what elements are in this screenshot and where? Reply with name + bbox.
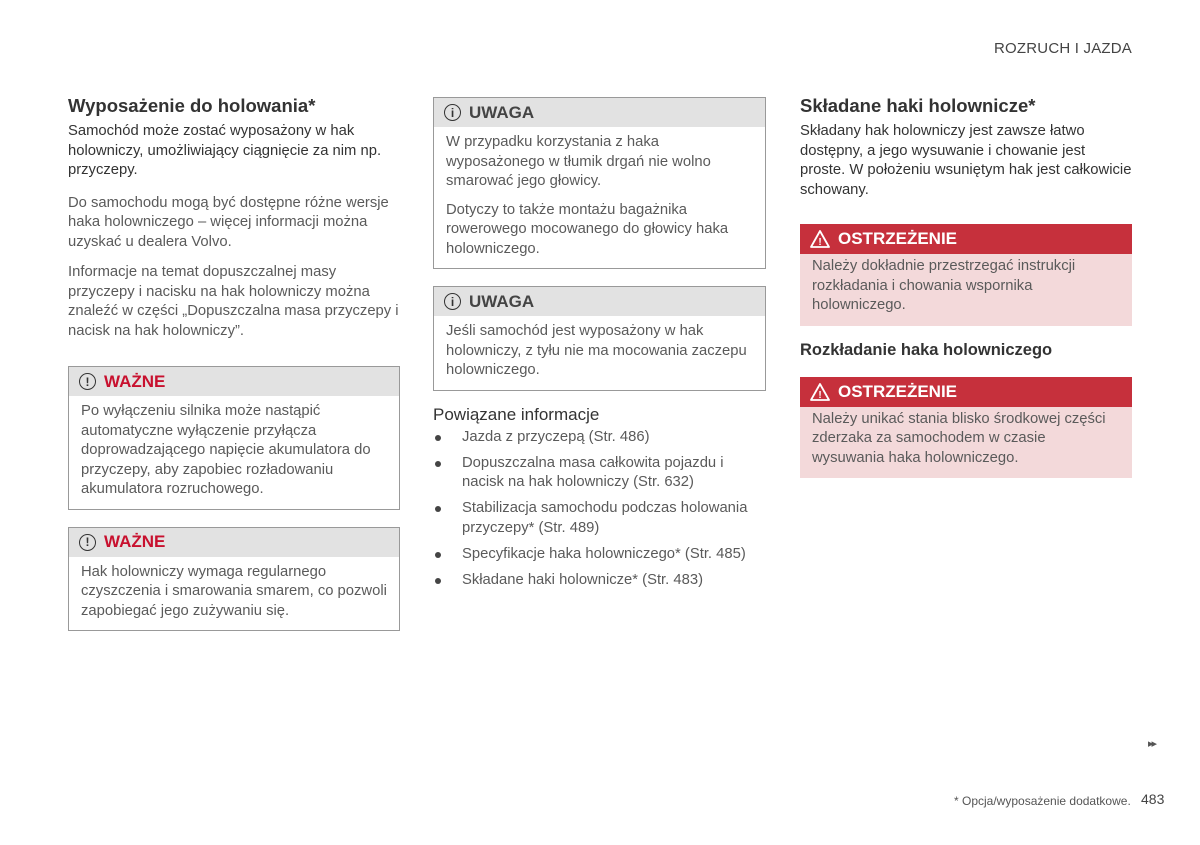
warning-box-header	[800, 377, 1132, 407]
exclamation-circle-icon: !	[79, 373, 96, 390]
important-box-text: Po wyłączeniu silnika może nastąpić automatyczne wyłączenie przyłącza doprowadzającego napięcie akumulatora do przyczepy, aby zapobiec rozładowaniu akumulatora rozruchowego.	[81, 403, 371, 497]
paragraph: Do samochodu mogą być dostępne różne wersje haka holowniczego – więcej informacji można uzyskać u dealera Volvo.	[68, 194, 389, 250]
exclamation-circle-icon: !	[79, 534, 96, 551]
related-link[interactable]: Składane haki holownicze* (Str. 483)	[433, 571, 766, 591]
note-box	[433, 97, 766, 269]
subsection-title: Rozkładanie haka holowniczego	[800, 340, 1053, 359]
note-box-text: W przypadku korzystania z haka wyposażonego w tłumik drgań nie wolno smarować jego głowicy.	[446, 134, 711, 189]
warning-box	[800, 224, 1132, 326]
warning-box	[800, 377, 1132, 479]
info-circle-icon: i	[444, 104, 461, 121]
warning-box-text: Należy unikać stania blisko środkowej części zderzaka za samochodem w czasie wysuwania haka holowniczego.	[812, 410, 1106, 466]
svg-text:!: !	[818, 389, 822, 401]
section-title: Składane haki holownicze*	[800, 95, 1036, 116]
footnote: * Opcja/wyposażenie dodatkowe.	[954, 794, 1131, 808]
column-right	[800, 94, 1132, 478]
lead-paragraph: Składany hak holowniczy jest zawsze łatwo dostępny, a jego wysuwanie i chowanie jest proste. W położeniu wsuniętym hak jest całkowicie schowany.	[800, 123, 1132, 198]
note-box-header	[434, 287, 765, 316]
warning-box-header	[800, 224, 1132, 254]
paragraph: Informacje na temat dopuszczalnej masy przyczepy i nacisku na hak holowniczy można znaleźć w części „Dopuszczalna masa przyczepy i nacisk na hak holowniczy”.	[68, 264, 399, 339]
important-box-title: WAŻNE	[104, 371, 166, 391]
lead-paragraph: Samochód może zostać wyposażony w hak holowniczy, umożliwiający ciągnięcie za nim np. przyczepy.	[68, 123, 382, 178]
column-left	[68, 94, 400, 631]
important-box-text: Hak holowniczy wymaga regularnego czyszczenia i smarowania smarem, co pozwoli zapobiegać jego zużywaniu się.	[81, 563, 387, 619]
related-link[interactable]: Dopuszczalna masa całkowita pojazdu i nacisk na hak holowniczy (Str. 632)	[433, 454, 766, 493]
info-circle-icon: i	[444, 293, 461, 310]
column-middle	[433, 97, 766, 597]
warning-box-title: OSTRZEŻENIE	[838, 229, 958, 248]
related-link[interactable]: Stabilizacja samochodu podczas holowania przyczepy* (Str. 489)	[433, 499, 766, 538]
note-box-text: Dotyczy to także montażu bagażnika rowerowego mocowanego do głowicy haka holowniczego.	[446, 201, 729, 257]
page-number: 483	[1141, 791, 1165, 807]
section-title: Wyposażenie do holowania*	[68, 95, 316, 116]
important-box-header	[69, 528, 399, 557]
important-box	[68, 366, 400, 510]
related-info-list	[433, 428, 766, 591]
svg-text:!: !	[818, 237, 822, 248]
note-box	[433, 286, 766, 391]
related-link[interactable]: Specyfikacje haka holowniczego* (Str. 485)	[433, 545, 766, 565]
warning-triangle-icon	[810, 230, 830, 248]
section-header: ROZRUCH I JAZDA	[994, 40, 1132, 57]
related-link[interactable]: Jazda z przyczepą (Str. 486)	[433, 428, 766, 448]
important-box	[68, 527, 400, 632]
related-info	[433, 404, 766, 591]
note-box-title: UWAGA	[469, 102, 535, 122]
warning-box-title: OSTRZEŻENIE	[838, 381, 958, 401]
important-box-header	[69, 367, 399, 396]
related-info-title: Powiązane informacje	[433, 404, 600, 424]
warning-box-text: Należy dokładnie przestrzegać instrukcji rozkładania i chowania wspornika holowniczego.	[812, 258, 1076, 313]
continue-arrows-icon: ▸▸	[1148, 738, 1156, 750]
note-box-text: Jeśli samochód jest wyposażony w hak holowniczy, z tyłu nie ma mocowania zaczepu holowniczego.	[446, 323, 747, 378]
note-box-header	[434, 98, 765, 127]
warning-triangle-icon	[810, 383, 830, 401]
important-box-title: WAŻNE	[104, 532, 166, 551]
note-box-title: UWAGA	[469, 291, 535, 311]
